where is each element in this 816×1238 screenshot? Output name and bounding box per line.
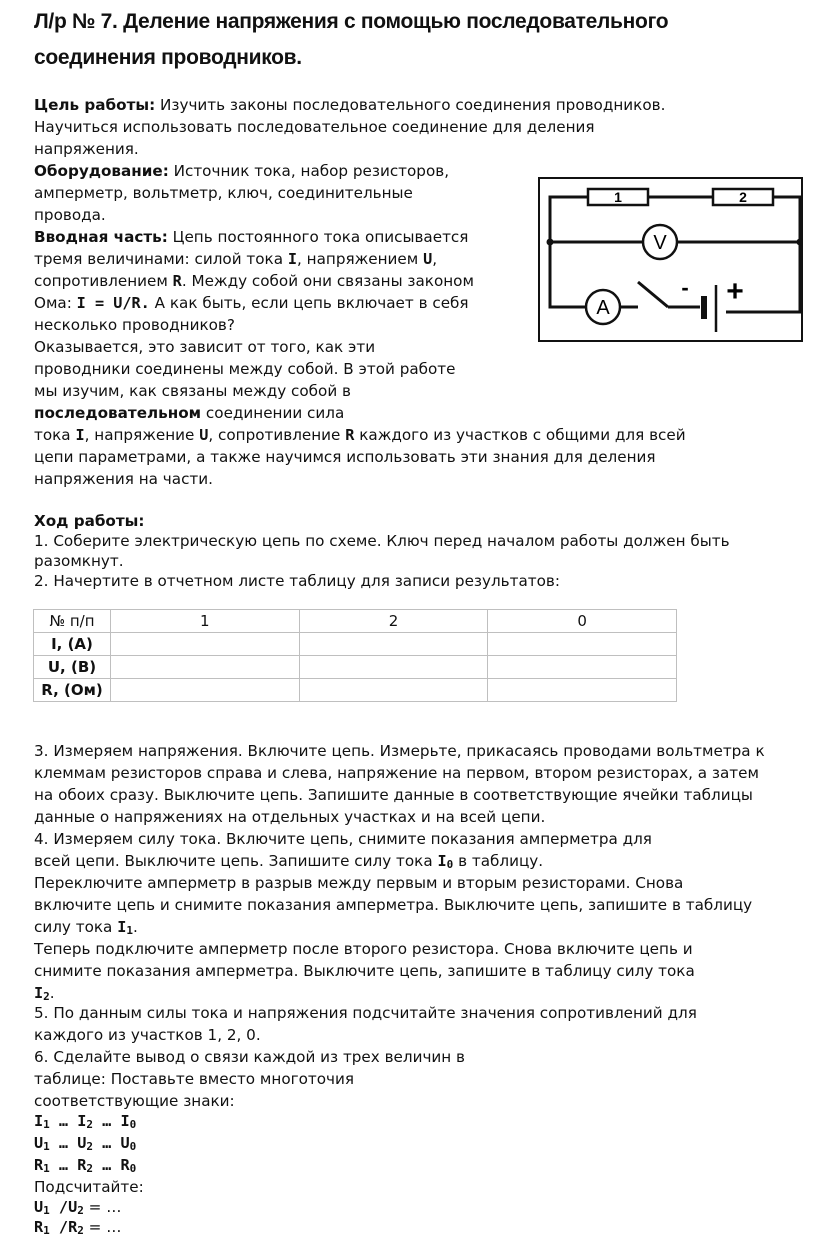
table-cell [488,633,677,656]
equipment-line-2: амперметр, вольтметр, ключ, соединительные [34,184,413,202]
intro-text: сопротивлением [34,272,173,290]
step-4-line-5 [34,916,138,938]
row-label: U, (B) [34,656,111,679]
equipment-line-3: провода. [34,206,106,224]
intro-text: . Между собой они связаны законом [181,272,474,290]
current-symbol: I [287,250,297,268]
step-4-line-6: Теперь подключите амперметр после второго резистора. Снова включите цепь и [34,940,693,958]
table-cell [111,633,300,656]
step-6-line-2: таблице: Поставьте вместо многоточия [34,1070,354,1088]
step-text: . [49,984,55,1002]
step-4-line-8 [34,982,55,1004]
procedure-label: Ход работы: [34,512,145,530]
ratio-voltage: $U_1$ $/U_2$ = … [34,1198,122,1217]
relation-resistance: $R_1$ … $R_2$ … $R_0$ [34,1156,137,1175]
table-header-cell: 0 [488,610,677,633]
step-5-line-2: каждого из участков 1, 2, 0. [34,1026,261,1044]
intro-line-9 [34,402,344,424]
goal-text: Изучить законы последовательного соединения проводников. [155,96,666,114]
intro-line-4 [34,292,469,314]
step-3-line-2: клеммам резисторов справа и слева, напряжение на первом, втором резисторах, а затем [34,764,759,782]
table-cell [299,679,488,702]
table-cell [111,679,300,702]
table-header-cell: 1 [111,610,300,633]
voltage-symbol: U [199,426,209,444]
step-6-line-3: соответствующие знаки: [34,1092,235,1110]
circuit-diagram [538,177,803,342]
series-term: последовательном [34,404,202,422]
table-header-cell: 2 [299,610,488,633]
intro-line-3 [34,270,474,292]
step-4-line-1: 4. Измеряем силу тока. Включите цепь, снимите показания амперметра для [34,830,652,848]
step-text: силу тока [34,918,118,936]
table-cell [299,656,488,679]
intro-text: Ома: [34,294,77,312]
step-2: 2. Начертите в отчетном листе таблицу для записи результатов: [34,572,560,590]
table-header-row [34,610,677,633]
step-4-line-4: включите цепь и снимите показания амперметра. Выключите цепь, запишите в таблицу [34,896,753,914]
title-line-2: соединения проводников. [34,46,302,69]
intro-text: А как быть, если цепь включает в себя [149,294,469,312]
intro-line-8: мы изучим, как связаны между собой в [34,382,351,400]
equipment-label: Оборудование: [34,162,169,180]
step-text: . [132,918,138,936]
voltage-symbol: U [423,250,433,268]
intro-text: тока [34,426,76,444]
goal-line-2: Научиться использовать последовательное соединение для деления [34,118,595,136]
row-label: R, (Ом) [34,679,111,702]
intro-text: каждого из участков с общими для всей [354,426,686,444]
step-6-line-1: 6. Сделайте вывод о связи каждой из трех величин в [34,1048,466,1066]
intro-line-2 [34,248,437,270]
calculate-label: Подсчитайте: [34,1178,144,1196]
table-row [34,633,677,656]
goal-line-1 [34,94,665,116]
relation-current: $I_1$ … $I_2$ … $I_0$ [34,1112,137,1131]
table-cell [299,633,488,656]
intro-line-5: несколько проводников? [34,316,235,334]
intro-line-6: Оказывается, это зависит от того, как эти [34,338,376,356]
step-4-line-7: снимите показания амперметра. Выключите цепь, запишите в таблицу силу тока [34,962,695,980]
step-text: всей цепи. Выключите цепь. Запишите силу тока [34,852,438,870]
table-row [34,656,677,679]
step-text: в таблицу. [453,852,544,870]
step-5-line-1: 5. По данным силы тока и напряжения подсчитайте значения сопротивлений для [34,1004,697,1022]
resistance-symbol: R [172,272,182,290]
goal-line-3: напряжения. [34,140,139,158]
equipment-line-1 [34,160,449,182]
table-cell [111,656,300,679]
table-cell [488,679,677,702]
voltmeter-label: V [653,232,667,254]
current-symbol: I [75,426,85,444]
current-symbol: $I_2$ [34,984,50,1003]
ratio-resistance: $R_1$ $/R_2$ = … [34,1218,122,1237]
junction-dot [547,239,554,246]
equipment-text: Источник тока, набор резисторов, [168,162,450,180]
step-3-line-1: 3. Измеряем напряжения. Включите цепь. Измерьте, прикасаясь проводами вольтметра к [34,742,765,760]
battery-plus-sign: + [726,275,744,308]
intro-text: Цепь постоянного тока описывается [167,228,469,246]
resistance-symbol: R [345,426,355,444]
resistor-2-label: 2 [739,189,747,205]
battery-minus-sign: - [681,275,689,300]
results-table [33,609,677,702]
intro-label: Вводная часть: [34,228,168,246]
step-3-line-3: на обоих сразу. Выключите цепь. Запишите данные в соответствующие ячейки таблицы [34,786,753,804]
intro-text: , [432,250,438,268]
resistor-1-label: 1 [614,189,622,205]
intro-text: , сопротивление [208,426,346,444]
intro-text: соединении сила [201,404,345,422]
goal-label: Цель работы: [34,96,156,114]
intro-line-12: напряжения на части. [34,470,213,488]
relation-voltage: $U_1$ … $U_2$ … $U_0$ [34,1134,137,1153]
ammeter-label: A [596,297,610,319]
intro-text: , напряжение [84,426,200,444]
intro-line-11: цепи параметрами, а также научимся использовать эти знания для деления [34,448,656,466]
table-cell [488,656,677,679]
step-4-line-3: Переключите амперметр в разрыв между первым и вторым резисторами. Снова [34,874,684,892]
ohm-law-formula: I = U/R. [76,294,150,312]
procedure-heading [34,510,144,532]
step-1-line-2: разомкнут. [34,552,124,570]
table-header-cell: № п/п [34,610,111,633]
intro-text: тремя величинами: силой тока [34,250,288,268]
step-4-line-2 [34,850,543,872]
table-row [34,679,677,702]
intro-line-7: проводники соединены между собой. В этой работе [34,360,456,378]
step-1-line-1: 1. Соберите электрическую цепь по схеме. Ключ перед началом работы должен быть [34,532,730,550]
intro-line-1 [34,226,468,248]
current-symbol: $I_0$ [437,852,454,871]
intro-line-10 [34,424,686,446]
step-3-line-4: данные о напряжениях на отдельных участках и на всей цепи. [34,808,546,826]
page-title [34,4,804,76]
current-symbol: $I_1$ [117,918,133,937]
row-label: I, (A) [34,633,111,656]
intro-text: , напряжением [297,250,424,268]
title-line-1: Л/р № 7. Деление напряжения с помощью последовательного [34,10,669,33]
